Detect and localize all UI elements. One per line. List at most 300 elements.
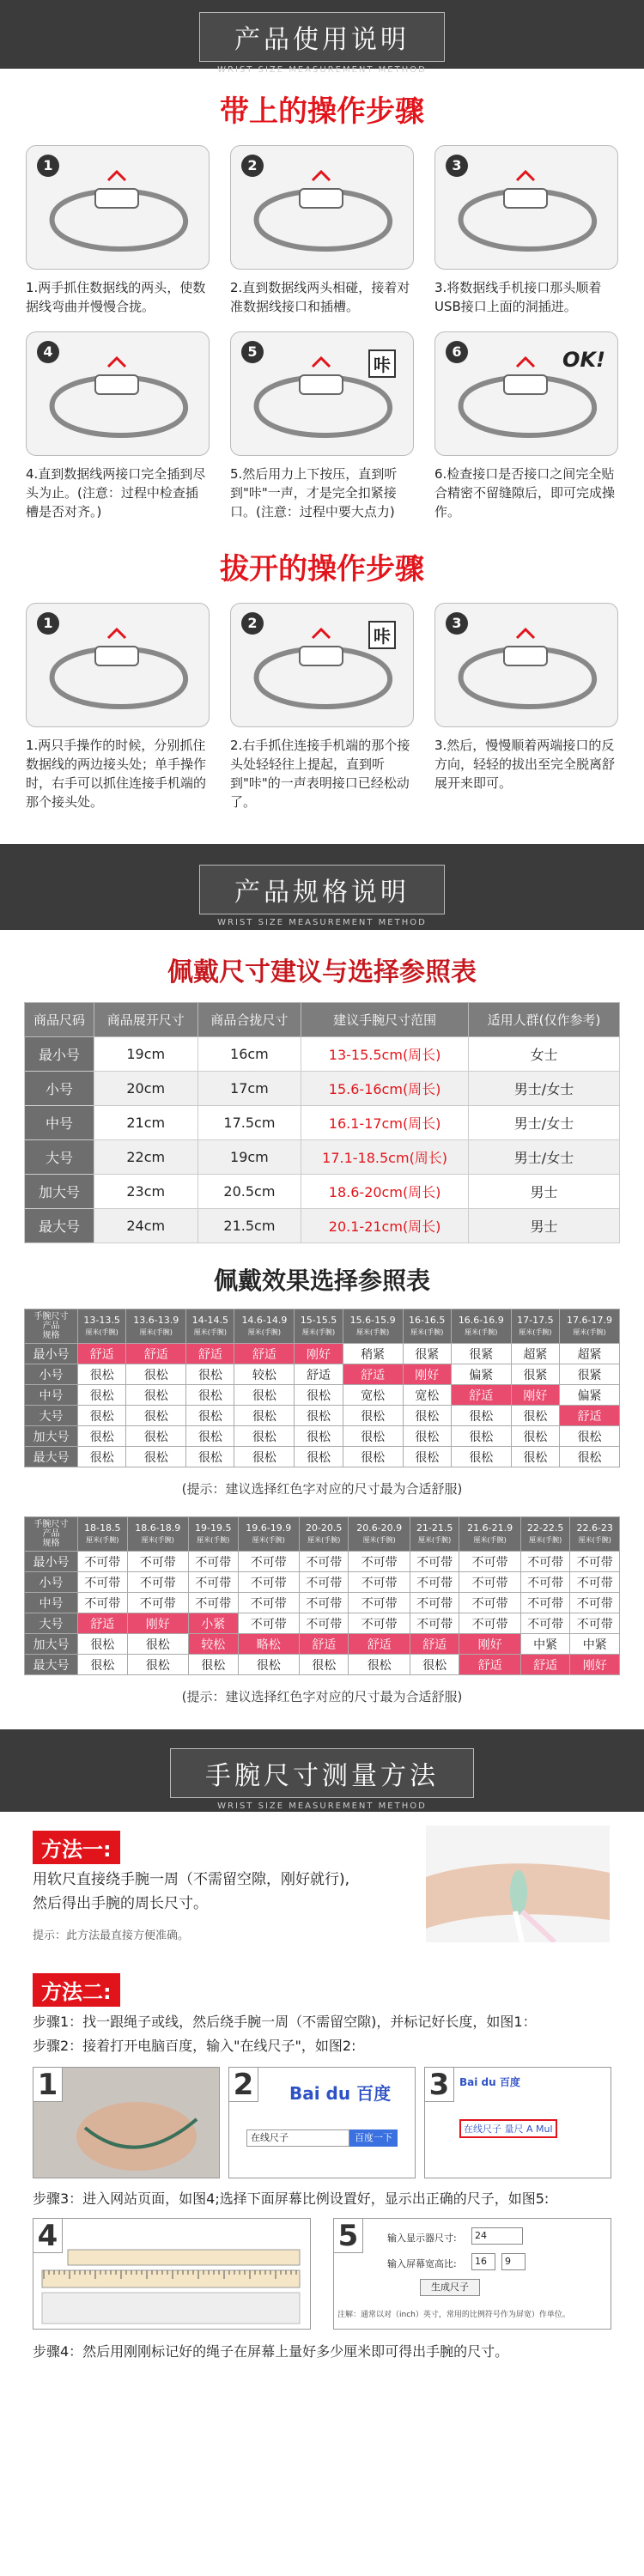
effect-cell: 不可带: [238, 1552, 299, 1572]
effect-cell: 不可带: [127, 1572, 188, 1593]
effect-cell: 很松: [78, 1447, 126, 1467]
figure-2: [228, 2067, 416, 2178]
effect-row: [25, 1426, 620, 1447]
size-table-row: [25, 1140, 620, 1175]
effect-table-2: [24, 1516, 620, 1675]
effect-row: [25, 1344, 620, 1364]
effect-cell: 很松: [126, 1426, 186, 1447]
size-table-cell: 16cm: [197, 1037, 301, 1072]
figure-1-num: 1: [33, 2068, 63, 2102]
aspect-ratio-label: 输入屏幕宽高比:: [387, 2258, 457, 2269]
effect-cell: 很松: [126, 1406, 186, 1426]
unplug-title: 拔开的操作步骤: [220, 552, 424, 586]
effect-cell: 很松: [78, 1655, 128, 1675]
effect-cell: 很松: [127, 1655, 188, 1675]
effect-cell: 很松: [234, 1385, 295, 1406]
effect-cell: 不可带: [299, 1552, 349, 1572]
figure-1: [33, 2067, 220, 2178]
size-table-row: [25, 1037, 620, 1072]
step-number: 1: [37, 612, 59, 635]
effect-cell: 不可带: [570, 1593, 620, 1613]
step-card: [434, 603, 618, 811]
step-illustration: [230, 603, 414, 727]
size-table-cell: 22cm: [94, 1140, 197, 1175]
method-1-label: 方法一:: [33, 1831, 120, 1864]
effect-cell: 很松: [295, 1426, 343, 1447]
effect-cell: 很松: [127, 1634, 188, 1655]
size-table-cell: 男士/女士: [469, 1072, 620, 1106]
effect-cell: 很松: [78, 1364, 126, 1385]
effect-cell: 不可带: [459, 1593, 520, 1613]
plug-title: 带上的操作步骤: [220, 94, 424, 129]
effect-header-row: [25, 1309, 620, 1344]
effect-cell: 很松: [186, 1364, 234, 1385]
figure-5: [333, 2218, 611, 2330]
effect-cell: 不可带: [410, 1613, 459, 1634]
method-1-tip: 提示：此方法最直接方便准确。: [33, 1929, 190, 1942]
effect-cell: 刚好: [127, 1613, 188, 1634]
step-row: [0, 603, 644, 811]
section-title-measure: 手腕尺寸测量方法: [170, 1748, 474, 1798]
figure-4: [33, 2218, 311, 2330]
effect-cell: 很松: [511, 1426, 559, 1447]
figures-row-2: [0, 2218, 644, 2330]
effect-col-header: 16-16.5 厘米(手腕): [403, 1309, 451, 1344]
screen-note: 注解：通常以对（inch）英寸，常用的比例符号作为屏宽）作单位。: [337, 2311, 570, 2319]
effect-row-name: 最小号: [25, 1344, 78, 1364]
size-table-cell: 最大号: [25, 1209, 94, 1243]
effect-row: [25, 1364, 620, 1385]
step-number: 1: [37, 155, 59, 177]
effect-cell: 很松: [403, 1447, 451, 1467]
method-1: [0, 1831, 644, 1968]
size-table-cell: 男士: [469, 1175, 620, 1209]
size-table-cell: 20cm: [94, 1072, 197, 1106]
effect-row: [25, 1593, 620, 1613]
effect-cell: 很松: [343, 1447, 403, 1467]
effect-cell: 不可带: [570, 1613, 620, 1634]
aspect-width-input[interactable]: 16: [471, 2253, 495, 2270]
size-table-cell: 小号: [25, 1072, 94, 1106]
step-caption: 3.然后，慢慢顺着两端接口的反方向，轻轻的拔出至完全脱离舒展开来即可。: [434, 738, 616, 791]
effect-cell: 不可带: [570, 1572, 620, 1593]
effect-cell: 很紧: [403, 1344, 451, 1364]
effect-col-header: 21-21.5 厘米(手腕): [410, 1517, 459, 1552]
effect-row-name: 加大号: [25, 1426, 78, 1447]
effect-row: [25, 1655, 620, 1675]
size-table-cell: 24cm: [94, 1209, 197, 1243]
effect-cell: 很松: [295, 1406, 343, 1426]
effect-cell: 偏紧: [560, 1385, 620, 1406]
step-illustration: [434, 603, 618, 727]
effect-cell: 很松: [343, 1426, 403, 1447]
effect-cell: 不可带: [299, 1572, 349, 1593]
effect-cell: 很松: [126, 1447, 186, 1467]
method-2-step3: 步骤3：进入网站页面，如图4;选择下面屏幕比例设置好，显示出正确的尺子，如图5:: [33, 2190, 550, 2207]
method-1-line1: 用软尺直接绕手腕一周（不需留空隙，刚好就行),: [33, 1871, 350, 1888]
effect-cell: 不可带: [78, 1552, 128, 1572]
step-illustration: [26, 603, 210, 727]
effect-col-header: 18.6-18.9 厘米(手腕): [127, 1517, 188, 1552]
effect-cell: 很松: [234, 1406, 295, 1426]
effect-col-header: 19.6-19.9 厘米(手腕): [238, 1517, 299, 1552]
effect-col-header: 17.6-17.9 厘米(手腕): [560, 1309, 620, 1344]
figure-3: [424, 2067, 611, 2178]
effect-cell: 很松: [560, 1447, 620, 1467]
effect-col-header: 19-19.5 厘米(手腕): [188, 1517, 238, 1552]
effect-cell: 不可带: [520, 1593, 570, 1613]
effect-cell: 不可带: [238, 1593, 299, 1613]
effect-row-name: 最大号: [25, 1655, 78, 1675]
size-table-cell: 21.5cm: [197, 1209, 301, 1243]
generate-ruler-button[interactable]: 生成尺子: [420, 2279, 480, 2296]
size-table-cell: 19cm: [94, 1037, 197, 1072]
method-2-step4: 步骤4：然后用刚刚标记好的绳子在屏幕上量好多少厘米即可得出手腕的尺寸。: [33, 2343, 509, 2360]
effect-cell: 不可带: [78, 1572, 128, 1593]
effect-note-1: (提示：建议选择红色字对应的尺寸最为合适舒服): [181, 1481, 463, 1497]
size-table-cell: 16.1-17cm(周长): [301, 1106, 469, 1140]
effect-cell: 舒适: [78, 1344, 126, 1364]
effect-col-header: 22.6-23 厘米(手腕): [570, 1517, 620, 1552]
step-illustration: [434, 331, 618, 456]
effect-cell: 中紧: [570, 1634, 620, 1655]
step-caption: 1.两手抓住数据线的两头，使数据线弯曲并慢慢合拢。: [26, 280, 206, 314]
size-table-cell: 男士: [469, 1209, 620, 1243]
effect-cell: 较松: [234, 1364, 295, 1385]
size-table-cell: 大号: [25, 1140, 94, 1175]
figures-row-1: [0, 2067, 644, 2178]
header-band-usage: [0, 0, 644, 75]
effect-cell: 很松: [451, 1406, 511, 1426]
effect-cell: 不可带: [127, 1593, 188, 1613]
effect-cell: 不可带: [459, 1613, 520, 1634]
effect-cell: 不可带: [78, 1593, 128, 1613]
effect-cell: 中紧: [520, 1634, 570, 1655]
size-table-cell: 17cm: [197, 1072, 301, 1106]
effect-col-header: 15-15.5 厘米(手腕): [295, 1309, 343, 1344]
size-table-cell: 21cm: [94, 1106, 197, 1140]
effect-col-header: 22-22.5 厘米(手腕): [520, 1517, 570, 1552]
effect-cell: 不可带: [520, 1572, 570, 1593]
step-card: [230, 331, 414, 521]
effect-cell: 很松: [511, 1447, 559, 1467]
step-card: [434, 331, 618, 521]
effect-row: [25, 1552, 620, 1572]
size-table-cell: 13-15.5cm(周长): [301, 1037, 469, 1072]
method-1-line2: 然后得出手腕的周长尺寸。: [33, 1895, 208, 1912]
baidu-logo: Bai du 百度: [289, 2083, 392, 2104]
effect-cell: 宽松: [403, 1385, 451, 1406]
step-card: [26, 603, 210, 811]
effect-row-name: 加大号: [25, 1634, 78, 1655]
effect-cell: 舒适: [126, 1344, 186, 1364]
effect-cell: 很松: [78, 1634, 128, 1655]
effect-row-name: 小号: [25, 1572, 78, 1593]
effect-cell: 很松: [188, 1655, 238, 1675]
effect-cell: 较松: [188, 1634, 238, 1655]
effect-cell: 不可带: [520, 1552, 570, 1572]
effect-row: [25, 1447, 620, 1467]
effect-row: [25, 1385, 620, 1406]
effect-corner: 手腕尺寸 产品 规格: [25, 1309, 78, 1344]
effect-row: [25, 1634, 620, 1655]
effect-row-name: 最小号: [25, 1552, 78, 1572]
effect-cell: 舒适: [560, 1406, 620, 1426]
effect-cell: 不可带: [410, 1593, 459, 1613]
effect-cell: 不可带: [349, 1593, 410, 1613]
size-table-row: [25, 1106, 620, 1140]
step-card: [26, 145, 210, 316]
effect-cell: 舒适: [451, 1385, 511, 1406]
effect-cell: 不可带: [459, 1572, 520, 1593]
effect-cell: 刚好: [403, 1364, 451, 1385]
effect-cell: 很松: [451, 1447, 511, 1467]
effect-cell: 很松: [560, 1426, 620, 1447]
effect-cell: 很松: [451, 1426, 511, 1447]
effect-cell: 很松: [403, 1426, 451, 1447]
effect-cell: 不可带: [410, 1572, 459, 1593]
click-sfx: 咔: [368, 349, 396, 378]
effect-cell: 很松: [126, 1364, 186, 1385]
size-table-header: 适用人群(仅作参考): [469, 1003, 620, 1037]
effect-cell: 不可带: [188, 1572, 238, 1593]
effect-cell: 不可带: [349, 1572, 410, 1593]
effect-col-header: 18-18.5 厘米(手腕): [78, 1517, 128, 1552]
effect-col-header: 14.6-14.9 厘米(手腕): [234, 1309, 295, 1344]
size-table-row: [25, 1209, 620, 1243]
effect-note-2: (提示：建议选择红色字对应的尺寸最为合适舒服): [181, 1689, 463, 1704]
baidu-search-box: [246, 2129, 349, 2147]
ok-sfx: OK!: [562, 348, 605, 372]
method-2-label: 方法二:: [33, 1973, 120, 2007]
effect-cell: 稍紧: [343, 1344, 403, 1364]
effect-col-header: 13-13.5 厘米(手腕): [78, 1309, 126, 1344]
effect-cell: 舒适: [459, 1655, 520, 1675]
effect-cell: 宽松: [343, 1385, 403, 1406]
effect-row: [25, 1572, 620, 1593]
effect-cell: 不可带: [520, 1613, 570, 1634]
effect-cell: 很紧: [451, 1344, 511, 1364]
method-2-step1: 步骤1：找一跟绳子或线，然后绕手腕一周（不需留空隙)，并标记好长度，如图1：: [33, 2014, 537, 2030]
size-table-row: [25, 1072, 620, 1106]
step-illustration: [230, 331, 414, 456]
effect-cell: 很松: [78, 1406, 126, 1426]
step-number: 4: [37, 341, 59, 363]
effect-cell: 不可带: [238, 1613, 299, 1634]
effect-cell: 舒适: [299, 1634, 349, 1655]
effect-col-header: 20-20.5 厘米(手腕): [299, 1517, 349, 1552]
effect-row: [25, 1613, 620, 1634]
effect-row-name: 中号: [25, 1593, 78, 1613]
method-2-step2: 步骤2：接着打开电脑百度，输入"在线尺子"，如图2:: [33, 2038, 356, 2054]
step-number: 5: [241, 341, 264, 363]
section-subtitle-spec: WRIST SIZE MEASUREMENT METHOD: [217, 918, 427, 927]
effect-cell: 很松: [186, 1447, 234, 1467]
step-caption: 6.检查接口是否接口之间完全贴合精密不留缝隙后，即可完成操作。: [434, 466, 616, 519]
step-row: [0, 145, 644, 316]
size-table-header: 商品合拢尺寸: [197, 1003, 301, 1037]
step-illustration: [230, 145, 414, 270]
effect-cell: 不可带: [459, 1552, 520, 1572]
step-number: 3: [446, 612, 468, 635]
step-caption: 2.直到数据线两头相碰，接着对准数据线接口和插槽。: [230, 280, 410, 314]
step-row: [0, 331, 644, 521]
effect-cell: 很松: [349, 1655, 410, 1675]
step-number: 6: [446, 341, 468, 363]
effect-cell: 很松: [511, 1406, 559, 1426]
effect-col-header: 17-17.5 厘米(手腕): [511, 1309, 559, 1344]
baidu-search-button: 百度一下: [349, 2129, 398, 2147]
size-table-cell: 17.5cm: [197, 1106, 301, 1140]
size-table-cell: 17.1-18.5cm(周长): [301, 1140, 469, 1175]
effect-cell: 刚好: [459, 1634, 520, 1655]
step-card: [26, 331, 210, 521]
effect-col-header: 13.6-13.9 厘米(手腕): [126, 1309, 186, 1344]
search-result-link: 在线尺子 量尺 A Mul: [459, 2119, 557, 2138]
effect-cell: 很松: [234, 1426, 295, 1447]
effect-header-row: [25, 1517, 620, 1552]
effect-cell: 舒适: [343, 1364, 403, 1385]
step-caption: 4.直到数据线两接口完全插到尽头为止。(注意：过程中检查插槽是否对齐。): [26, 466, 206, 519]
size-table: [24, 1002, 620, 1243]
effect-col-header: 21.6-21.9 厘米(手腕): [459, 1517, 520, 1552]
effect-cell: 很松: [403, 1406, 451, 1426]
size-table-cell: 18.6-20cm(周长): [301, 1175, 469, 1209]
effect-cell: 很松: [126, 1385, 186, 1406]
size-table-header: 建议手腕尺寸范围: [301, 1003, 469, 1037]
step-caption: 2.右手抓住连接手机端的那个接头处轻轻往上提起，直到听到"咔"的一声表明接口已经松动了。: [230, 738, 410, 810]
effect-title: 佩戴效果选择参照表: [213, 1267, 430, 1295]
effect-cell: 不可带: [188, 1552, 238, 1572]
header-band-spec: [0, 844, 644, 930]
effect-cell: 不可带: [410, 1552, 459, 1572]
size-table-header: 商品尺码: [25, 1003, 94, 1037]
effect-cell: 不可带: [299, 1613, 349, 1634]
size-table-cell: 20.1-21cm(周长): [301, 1209, 469, 1243]
step-caption: 1.两只手操作的时候，分别抓住数据线的两边接头处；单手操作时，右手可以抓住连接手机端的那个接头处。: [26, 738, 207, 810]
size-table-cell: 男士/女士: [469, 1140, 620, 1175]
header-band-measure: [0, 1729, 644, 1812]
step-card: [230, 145, 414, 316]
effect-cell: 不可带: [238, 1572, 299, 1593]
effect-cell: 刚好: [511, 1385, 559, 1406]
method-2: [0, 1973, 644, 2058]
effect-cell: 舒适: [520, 1655, 570, 1675]
effect-cell: 很松: [343, 1406, 403, 1426]
figure-2-num: 2: [229, 2068, 258, 2102]
step-illustration: [26, 145, 210, 270]
effect-cell: 不可带: [349, 1552, 410, 1572]
effect-cell: 很松: [186, 1385, 234, 1406]
effect-cell: 不可带: [570, 1552, 620, 1572]
effect-cell: 舒适: [295, 1364, 343, 1385]
size-table-cell: 女士: [469, 1037, 620, 1072]
effect-cell: 很松: [186, 1426, 234, 1447]
effect-cell: 舒适: [349, 1634, 410, 1655]
size-table-cell: 19cm: [197, 1140, 301, 1175]
step-caption: 5.然后用力上下按压，直到听到"咔"一声，才是完全扣紧接口。(注意：过程中要大点力): [230, 466, 398, 519]
effect-cell: 小紧: [188, 1613, 238, 1634]
size-table-cell: 男士/女士: [469, 1106, 620, 1140]
size-table-cell: 15.6-16cm(周长): [301, 1072, 469, 1106]
aspect-height-input[interactable]: 9: [501, 2253, 526, 2270]
size-table-header: 商品展开尺寸: [94, 1003, 197, 1037]
effect-cell: 很松: [295, 1447, 343, 1467]
effect-row-name: 最大号: [25, 1447, 78, 1467]
effect-cell: 很松: [295, 1385, 343, 1406]
effect-cell: 略松: [238, 1634, 299, 1655]
step-card: [230, 603, 414, 811]
size-table-title: 佩戴尺寸建议与选择参照表: [167, 957, 477, 987]
figure-5-num: 5: [334, 2219, 363, 2253]
effect-row: [25, 1406, 620, 1426]
effect-row-name: 大号: [25, 1613, 78, 1634]
effect-cell: 刚好: [295, 1344, 343, 1364]
plug-steps: [0, 145, 644, 521]
figure-4-num: 4: [33, 2219, 63, 2253]
effect-corner: 手腕尺寸 产品 规格: [25, 1517, 78, 1552]
effect-col-header: 15.6-15.9 厘米(手腕): [343, 1309, 403, 1344]
step-caption: 3.将数据线手机接口那头顺着USB接口上面的洞插进。: [434, 280, 602, 314]
size-table-cell: 20.5cm: [197, 1175, 301, 1209]
effect-cell: 很松: [410, 1655, 459, 1675]
size-table-row: [25, 1175, 620, 1209]
effect-cell: 偏紧: [451, 1364, 511, 1385]
step-illustration: [26, 331, 210, 456]
step-number: 3: [446, 155, 468, 177]
tape-measure-photo: [426, 1826, 610, 1942]
section-title-spec: 产品规格说明: [199, 865, 445, 914]
effect-cell: 舒适: [186, 1344, 234, 1364]
effect-cell: 舒适: [78, 1613, 128, 1634]
effect-cell: 很松: [234, 1447, 295, 1467]
effect-cell: 很紧: [511, 1364, 559, 1385]
effect-cell: 不可带: [188, 1593, 238, 1613]
section-title-usage: 产品使用说明: [199, 12, 445, 62]
effect-row-name: 小号: [25, 1364, 78, 1385]
effect-cell: 很松: [238, 1655, 299, 1675]
effect-cell: 不可带: [127, 1552, 188, 1572]
effect-table-1: [24, 1309, 620, 1467]
screen-size-label: 输入显示器尺寸:: [387, 2233, 457, 2244]
effect-row-name: 大号: [25, 1406, 78, 1426]
effect-row-name: 中号: [25, 1385, 78, 1406]
effect-cell: 舒适: [234, 1344, 295, 1364]
effect-cell: 超紧: [560, 1344, 620, 1364]
baidu-search-value: 在线尺子: [251, 2132, 289, 2143]
effect-cell: 很松: [299, 1655, 349, 1675]
unplug-steps: [0, 603, 644, 811]
effect-cell: 很紧: [560, 1364, 620, 1385]
step-number: 2: [241, 155, 264, 177]
step-number: 2: [241, 612, 264, 635]
size-table-cell: 中号: [25, 1106, 94, 1140]
effect-cell: 很松: [78, 1426, 126, 1447]
effect-cell: 不可带: [299, 1593, 349, 1613]
effect-cell: 不可带: [349, 1613, 410, 1634]
screen-size-input[interactable]: 24: [471, 2227, 523, 2245]
effect-cell: 刚好: [570, 1655, 620, 1675]
effect-cell: 超紧: [511, 1344, 559, 1364]
size-table-cell: 加大号: [25, 1175, 94, 1209]
size-table-cell: 最小号: [25, 1037, 94, 1072]
step-illustration: [434, 145, 618, 270]
effect-col-header: 14-14.5 厘米(手腕): [186, 1309, 234, 1344]
effect-col-header: 16.6-16.9 厘米(手腕): [451, 1309, 511, 1344]
effect-col-header: 20.6-20.9 厘米(手腕): [349, 1517, 410, 1552]
effect-cell: 很松: [78, 1385, 126, 1406]
baidu-logo-small: Bai du 百度: [459, 2076, 520, 2088]
